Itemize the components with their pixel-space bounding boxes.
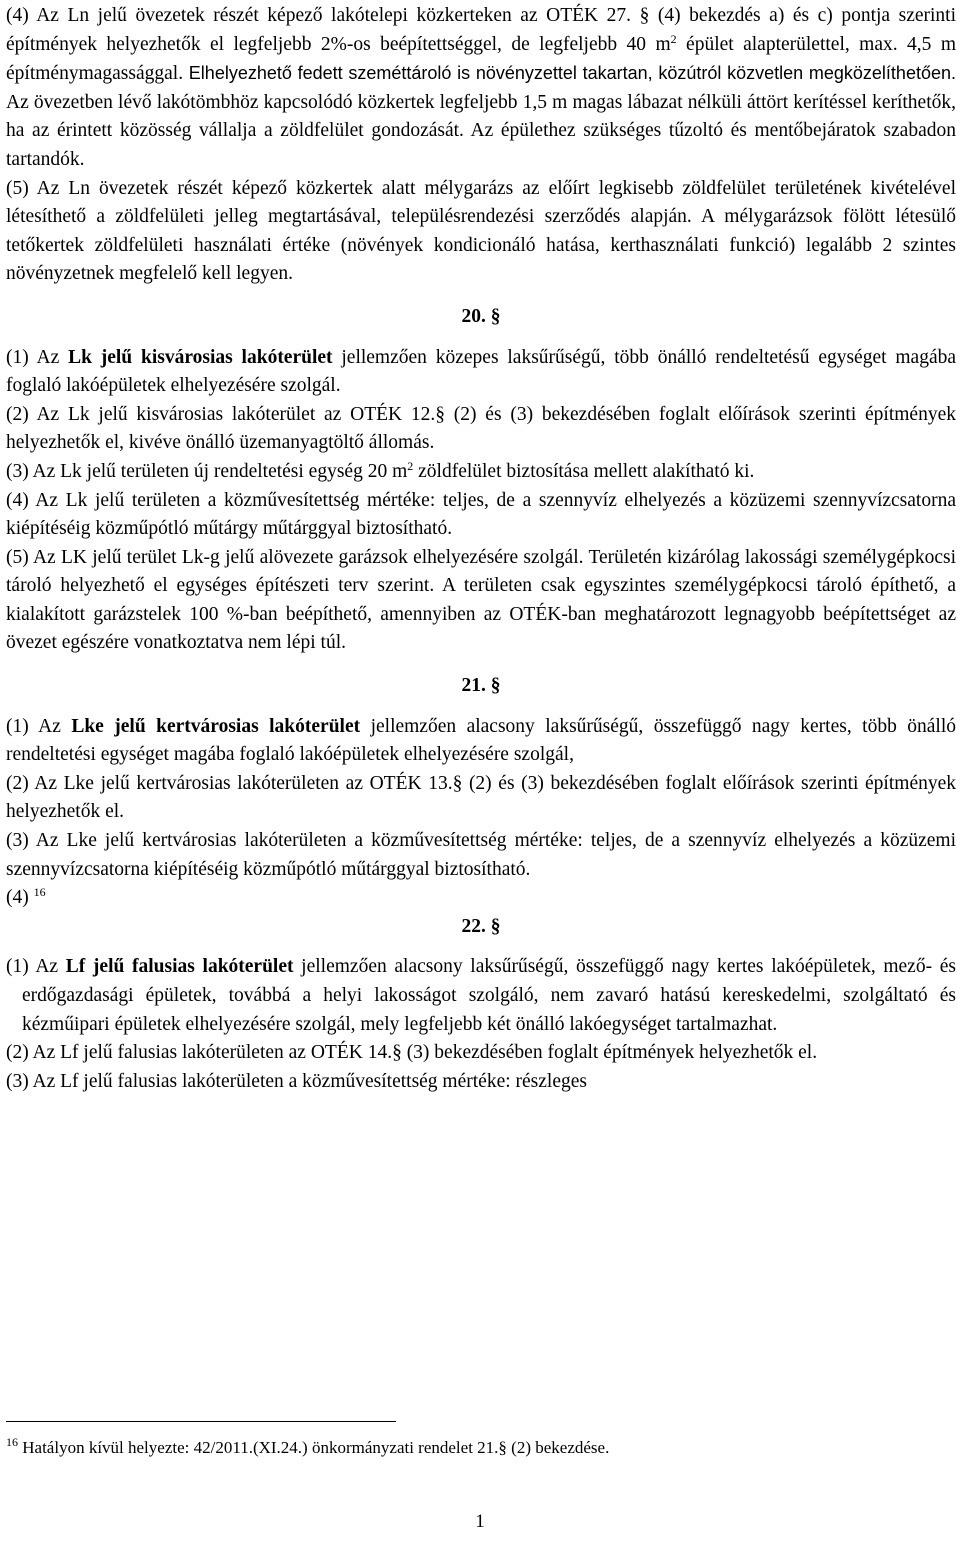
- footnote-separator: [6, 1421, 396, 1422]
- bold-term: Lke jelű kertvárosias lakóterület: [71, 715, 361, 737]
- text-run: (5) Az LK jelű terület Lk-g jelű alövezete garázsok elhelyezésére szolgál.: [6, 546, 584, 568]
- text-run: Az övezetben lévő lakótömbhöz kapcsolódó közkertek legfeljebb 1,5 m magas lábazat nélküli áttört kerítéssel keríthetők, ha az érintett közösség vállalja a zöldfelület gondozását.: [6, 91, 956, 142]
- text-run: A területen csak egyszintes személygépkocsi tároló építhető, a kialakított garázstelek 100 %-ban beépíthető, amennyiben az OTÉK-ban meghatározott legnagyobb beépítettséget az övezet egészére vonatkoztatva nem lépi túl.: [6, 575, 956, 654]
- section-heading-20: 20. §: [461, 305, 501, 327]
- footnote-reference[interactable]: 16: [33, 885, 46, 900]
- paragraph-20-5: [6, 544, 956, 658]
- paragraph-20-3: [6, 458, 956, 487]
- section-heading-21: 21. §: [461, 675, 501, 697]
- paragraph-ln-5: [6, 175, 956, 289]
- text-run: A mélygarázsok fölött létesülő tetőkertek zöldfelületi használati értéke (növények kondicionáló hatása, kerthasználati funkció) legalább 2 szintes növényzetnek megfelelő kell legyen.: [6, 206, 956, 285]
- footnote-text: Hatályon kívül helyezte: 42/2011.(XI.24.) önkormányzati rendelet 21.§ (2) bekezdése.: [18, 1438, 610, 1457]
- document-body: [6, 2, 956, 1096]
- text-run: jellemzően közepes laksűrűségű, több önálló rendeltetésű egységet magába foglaló lakóépületek elhelyezésére szolgál.: [6, 346, 956, 397]
- paragraph-20-1: [6, 344, 956, 401]
- text-run: (1) Az: [6, 346, 69, 368]
- superscript: 2: [670, 31, 677, 46]
- bold-term: Lk jelű kisvárosias lakóterület: [68, 346, 333, 368]
- text-run: (1) Az: [6, 956, 66, 978]
- footnote: [6, 1437, 956, 1459]
- footnote-number: 16: [6, 1435, 18, 1449]
- text-run: (3) Az Lk jelű területen új rendeltetési egység 20 m: [6, 460, 408, 482]
- text-run: zöldfelület biztosítása mellett alakítható ki.: [413, 460, 755, 482]
- paragraph-22-2: (2) Az Lf jelű falusias lakóterületen az OTÉK 14.§ (3) bekezdésében foglalt építmények helyezhetők el.: [6, 1042, 818, 1064]
- paragraph-21-2: (2) Az Lke jelű kertvárosias lakóterületen az OTÉK 13.§ (2) és (3) bekezdésében foglalt előírások szerinti építmények helyezhetők el.: [6, 772, 956, 823]
- text-run: Területén kizárólag lakossági személygépkocsi tároló helyezhető el egységes építészeti terv szerint.: [6, 546, 956, 597]
- paragraph-20-2: (2) Az Lk jelű kisvárosias lakóterület az OTÉK 12.§ (2) és (3) bekezdésében foglalt előírások szerinti építmények helyezhetők el, kivéve önálló üzemanyagtöltő állomás.: [6, 403, 956, 454]
- paragraph-21-4: [6, 884, 956, 913]
- paragraph-22-1: [6, 953, 956, 1039]
- paragraph-21-1: [6, 713, 956, 770]
- paragraph-ln-4: [6, 2, 956, 175]
- text-run: (4) Az Ln jelű övezetek részét képező lakótelepi közkerteken az OTÉK 27. § (4) bekezdés a) és c) pontja szerinti építmények helyezhetők el legfeljebb 2%-os beépítettséggel, de legfeljebb 40 m: [6, 5, 956, 55]
- text-run: (1) Az: [6, 715, 72, 737]
- bold-term: Lf jelű falusias lakóterület: [65, 956, 294, 978]
- page-number: 1: [475, 1511, 485, 1532]
- text-run-sans: Elhelyezhető fedett szeméttároló is növényzettel takartan, közútról közvetlen megközelíthetően.: [183, 63, 956, 84]
- section-heading-22: 22. §: [461, 915, 501, 937]
- text-run: épület alapterülettel, max. 4,5 m építménymagassággal.: [6, 33, 956, 85]
- text-run: (5) Az Ln övezetek részét képező közkertek alatt mélygarázs az előírt legkisebb zöldfelület területének kivételével létesíthető a zöldfelületi jelleg megtartásával, településrendezési szerződés alapján.: [6, 177, 956, 228]
- superscript: 2: [407, 458, 414, 473]
- text-run: jellemzően alacsony laksűrűségű, összefüggő nagy kertes lakóépületek, mező- és erdőgazdasági épületek, továbbá a helyi lakosságot szolgáló, nem zavaró hatású kereskedelmi, szolgáltató és kézműipari épületek elhelyezésére szolgál, mely legfeljebb két önálló lakóegységet tartalmazhat.: [22, 956, 956, 1035]
- text-run: jellemzően alacsony laksűrűségű, összefüggő nagy kertes, több önálló rendeltetési egységet magába foglaló lakóépületek elhelyezésére szolgál,: [6, 715, 957, 766]
- text-run: (4): [6, 887, 34, 909]
- paragraph-20-4: (4) Az Lk jelű területen a közművesítettség mértéke: teljes, de a szennyvíz elhelyezés a közüzemi szennyvízcsatorna kiépítéséig közműpótló műtárgy műtárggyal biztosítható.: [6, 489, 956, 540]
- paragraph-21-3: (3) Az Lke jelű kertvárosias lakóterületen a közművesítettség mértéke: teljes, de a szennyvíz elhelyezés a közüzemi szennyvízcsatorna kiépítéséig közműpótló műtárggyal biztosítható.: [6, 830, 956, 880]
- paragraph-22-3: (3) Az Lf jelű falusias lakóterületen a közművesítettség mértéke: részleges: [6, 1070, 587, 1092]
- text-run: Az épülethez szükséges tűzoltó és mentőbejáratok szabadon tartandók.: [6, 120, 956, 170]
